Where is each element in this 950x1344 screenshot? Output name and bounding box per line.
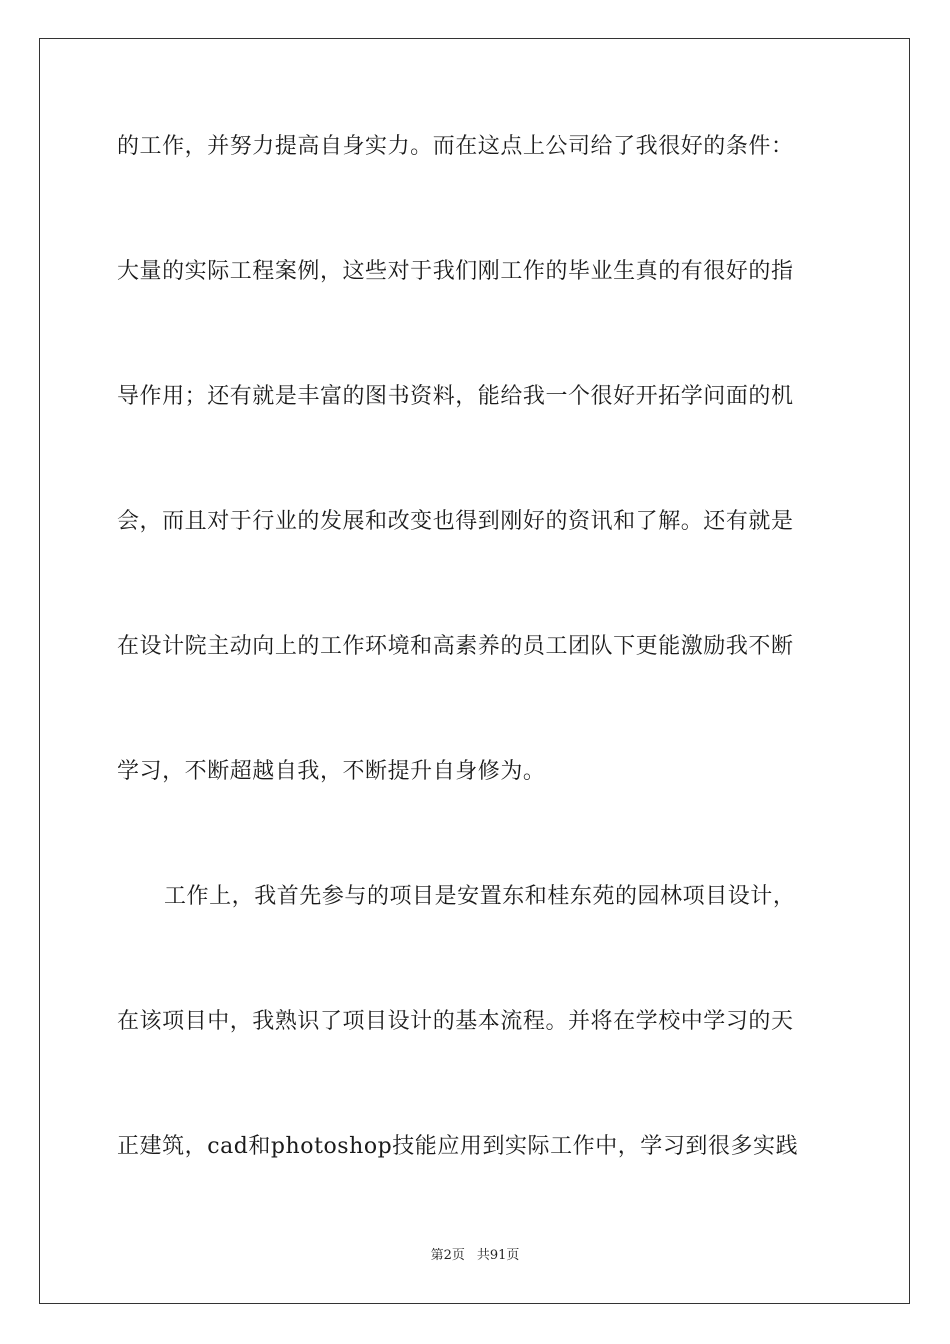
body-text-line: 在该项目中，我熟识了项目设计的基本流程。并将在学校中学习的天 [117, 1009, 794, 1034]
body-text-line: 学习，不断超越自我，不断提升自身修为。 [117, 759, 546, 784]
body-text-line: 正建筑，cad和photoshop技能应用到实际工作中，学习到很多实践 [117, 1134, 799, 1159]
paragraph-first-line: 工作上，我首先参与的项目是安置东和桂东苑的园林项目设计， [164, 884, 796, 909]
body-text-line: 的工作，并努力提高自身实力。而在这点上公司给了我很好的条件： [117, 134, 794, 159]
page-number: 第2页 [430, 1248, 465, 1263]
page-border [39, 38, 910, 1304]
body-text-line: 会，而且对于行业的发展和改变也得到刚好的资讯和了解。还有就是 [117, 509, 794, 534]
body-text-line: 在设计院主动向上的工作环境和高素养的员工团队下更能激励我不断 [117, 634, 794, 659]
total-pages: 共91页 [476, 1248, 520, 1263]
page-footer [0, 1247, 950, 1265]
body-text-line: 导作用；还有就是丰富的图书资料，能给我一个很好开拓学问面的机 [117, 384, 794, 409]
body-text-line: 大量的实际工程案例，这些对于我们刚工作的毕业生真的有很好的指 [117, 259, 794, 284]
